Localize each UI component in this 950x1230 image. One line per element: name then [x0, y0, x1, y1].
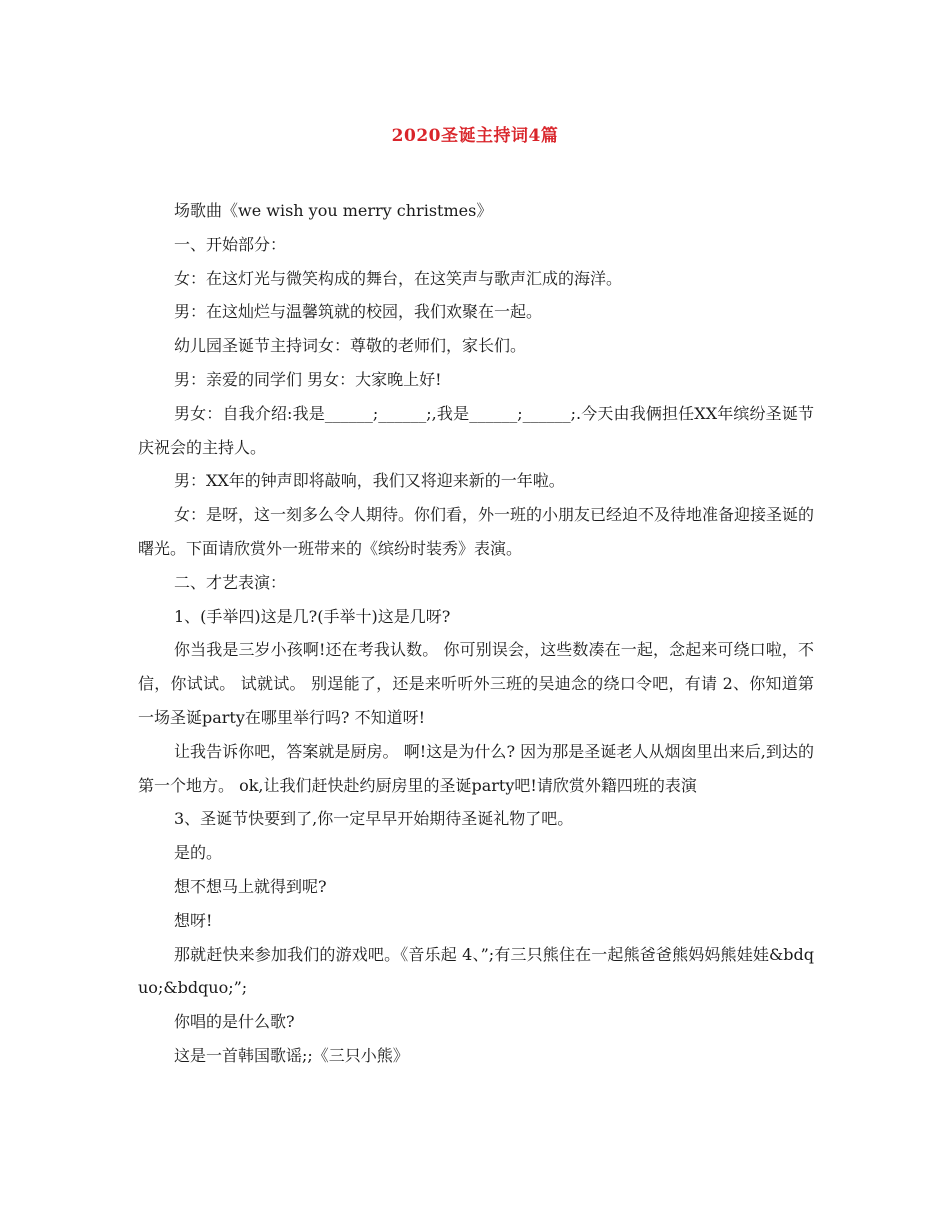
document-body — [138, 194, 814, 1073]
paragraph: 想呀! — [174, 910, 213, 930]
paragraph: 那就赶快来参加我们的游戏吧。《音乐起 4、”;有三只熊住在一起熊爸爸熊妈妈熊娃娃&bdquo;&bdquo;”; — [138, 944, 814, 998]
paragraph: 想不想马上就得到呢? — [174, 876, 327, 896]
paragraph: 这是一首韩国歌谣;;《三只小熊》 — [174, 1045, 409, 1065]
paragraph: 男：在这灿烂与温馨筑就的校园，我们欢聚在一起。 — [174, 302, 543, 322]
paragraph: 男：亲爱的同学们 男女：大家晚上好! — [174, 369, 442, 389]
paragraph: 女：是呀，这一刻多么令人期待。你们看，外一班的小朋友已经迫不及待地准备迎接圣诞的曙光。下面请欣赏外一班带来的《缤纷时装秀》表演。 — [138, 505, 815, 558]
paragraph: 男：XX年的钟声即将敲响，我们又将迎来新的一年啦。 — [174, 471, 565, 491]
paragraph: 你当我是三岁小孩啊!还在考我认数。 你可别误会，这些数凑在一起，念起来可绕口啦，不信，你试试。 试就试。 别逞能了，还是来听听外三班的吴迪念的绕口令吧，有请 2、你知道第一场圣诞party在哪里举行吗? 不知道呀! — [138, 640, 814, 727]
document-title: 2020圣诞主持词4篇 — [391, 126, 559, 146]
paragraph: 女：在这灯光与微笑构成的舞台，在这笑声与歌声汇成的海洋。 — [174, 268, 623, 288]
paragraph: 你唱的是什么歌? — [174, 1012, 295, 1032]
paragraph: 3、圣诞节快要到了,你一定早早开始期待圣诞礼物了吧。 — [174, 809, 574, 829]
paragraph: 幼儿园圣诞节主持词女：尊敬的老师们，家长们。 — [174, 336, 527, 356]
paragraph: 二、才艺表演： — [174, 572, 287, 592]
paragraph: 让我告诉你吧，答案就是厨房。 啊!这是为什么? 因为那是圣诞老人从烟囱里出来后,到达的第一个地方。 ok,让我们赶快赴约厨房里的圣诞party吧!请欣赏外籍四班的表演 — [138, 741, 814, 795]
paragraph: 男女：自我介绍:我是______;______;,我是______;______;.今天由我俩担任XX年缤纷圣诞节庆祝会的主持人。 — [138, 403, 814, 457]
paragraph: 一、开始部分： — [174, 234, 287, 254]
paragraph: 1、(手举四)这是几?(手举十)这是几呀? — [174, 606, 451, 626]
paragraph: 是的。 — [174, 843, 223, 863]
paragraph: 场歌曲《we wish you merry christmes》 — [174, 201, 493, 220]
